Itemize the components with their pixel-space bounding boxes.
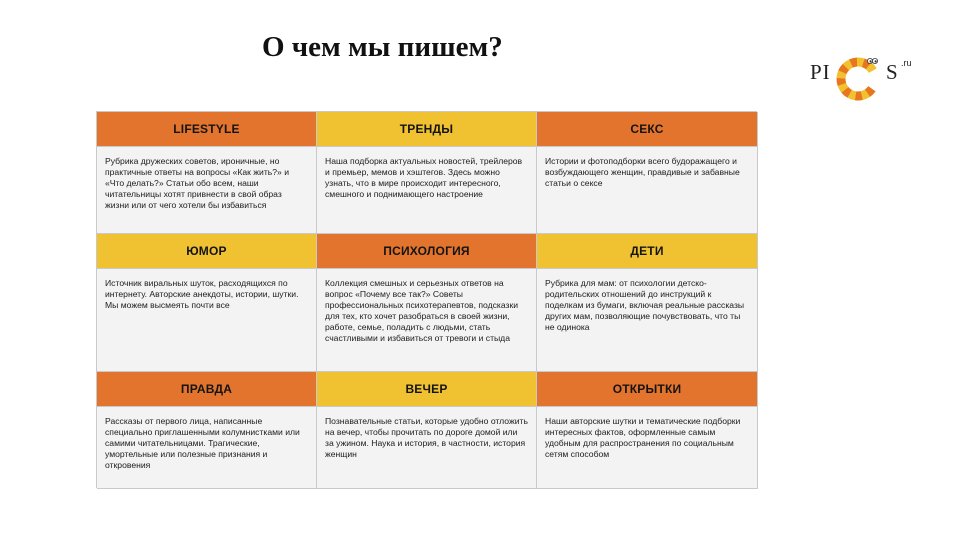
category-description-lifestyle: Рубрика дружеских советов, ироничные, но практичные ответы на вопросы «Как жить?» и «Что делать?» Статьи обо всем, наши читательницы хотят привнести в свой образ жизни или от чего хотели бы избавиться (97, 147, 317, 234)
logo-ring-segment (862, 93, 868, 96)
category-header-humor: ЮМОР (97, 234, 317, 269)
pics-logo (806, 46, 926, 106)
logo-ring-segment (842, 67, 846, 72)
category-header-trends: ТРЕНДЫ (317, 112, 537, 147)
category-description-truth: Рассказы от первого лица, написанные специально приглашенными колумнистками или самими читательницами. Трагические, умортельные или полезные признания и откровения (97, 407, 317, 489)
logo-ring-segment (863, 63, 869, 66)
logo-ring-icon (834, 50, 886, 104)
logo-ring-segment (846, 63, 851, 67)
logo-ring-segment (867, 89, 872, 93)
category-description-postcards: Наши авторские шутки и тематические подборки интересных фактов, оформленные самым удобным для распространения по социальным сетям способом (537, 407, 758, 489)
category-description-kids: Рубрика для мам: от психологии детско-родительских отношений до инструкций к поделкам из бумаги, включая реальные рассказы других мам, позволяющие почувствовать, что ты не одинока (537, 269, 758, 372)
category-description-trends: Наша подборка актуальных новостей, трейлеров и премьер, мемов и хэштегов. Здесь можно узнать, что в мире происходит интересного, смешного и поднимающего настроение (317, 147, 537, 234)
logo-text-right: S (886, 60, 898, 84)
category-description-humor: Источник виральных шуток, расходящихся по интернету. Авторские анекдоты, истории, шутки. Мы можем высмеять почти все (97, 269, 317, 372)
category-header-sex: СЕКС (537, 112, 758, 147)
category-header-psychology: ПСИХОЛОГИЯ (317, 234, 537, 269)
category-header-lifestyle: LIFESTYLE (97, 112, 317, 147)
category-header-postcards: ОТКРЫТКИ (537, 372, 758, 407)
logo-text-left: PI (810, 60, 831, 84)
categories-table (96, 111, 757, 488)
logo-ring-segment (851, 62, 857, 63)
page-title: О чем мы пишем? (262, 31, 503, 63)
logo-ring-segment (850, 94, 856, 96)
category-description-evening: Познавательные статьи, которые удобно отложить на вечер, чтобы прочитать по дороге домой или за ужином. Наука и история, в частности, история женщин (317, 407, 537, 489)
category-description-psychology: Коллекция смешных и серьезных ответов на вопрос «Почему все так?» Советы профессиональных психотерапевтов, подсказки для тех, кто хочет разобраться в своей жизни, работе, семье, поладить с людьми, стать счастливыми и избавиться от тревоги и стыда (317, 269, 537, 372)
category-header-kids: ДЕТИ (537, 234, 758, 269)
logo-ring-segment (841, 78, 842, 84)
logo-superscript: .ru (901, 58, 912, 68)
category-description-sex: Истории и фотоподборки всего будоражащего и возбуждающего женщин, правдивые и забавные статьи о сексе (537, 147, 758, 234)
logo-ring-segment (842, 84, 845, 90)
logo-ring-segment (857, 62, 863, 63)
logo-ring-segment (869, 66, 873, 71)
category-header-truth: ПРАВДА (97, 372, 317, 407)
category-header-evening: ВЕЧЕР (317, 372, 537, 407)
logo-ring-segment (845, 90, 850, 94)
logo-ring-segment (841, 72, 842, 78)
